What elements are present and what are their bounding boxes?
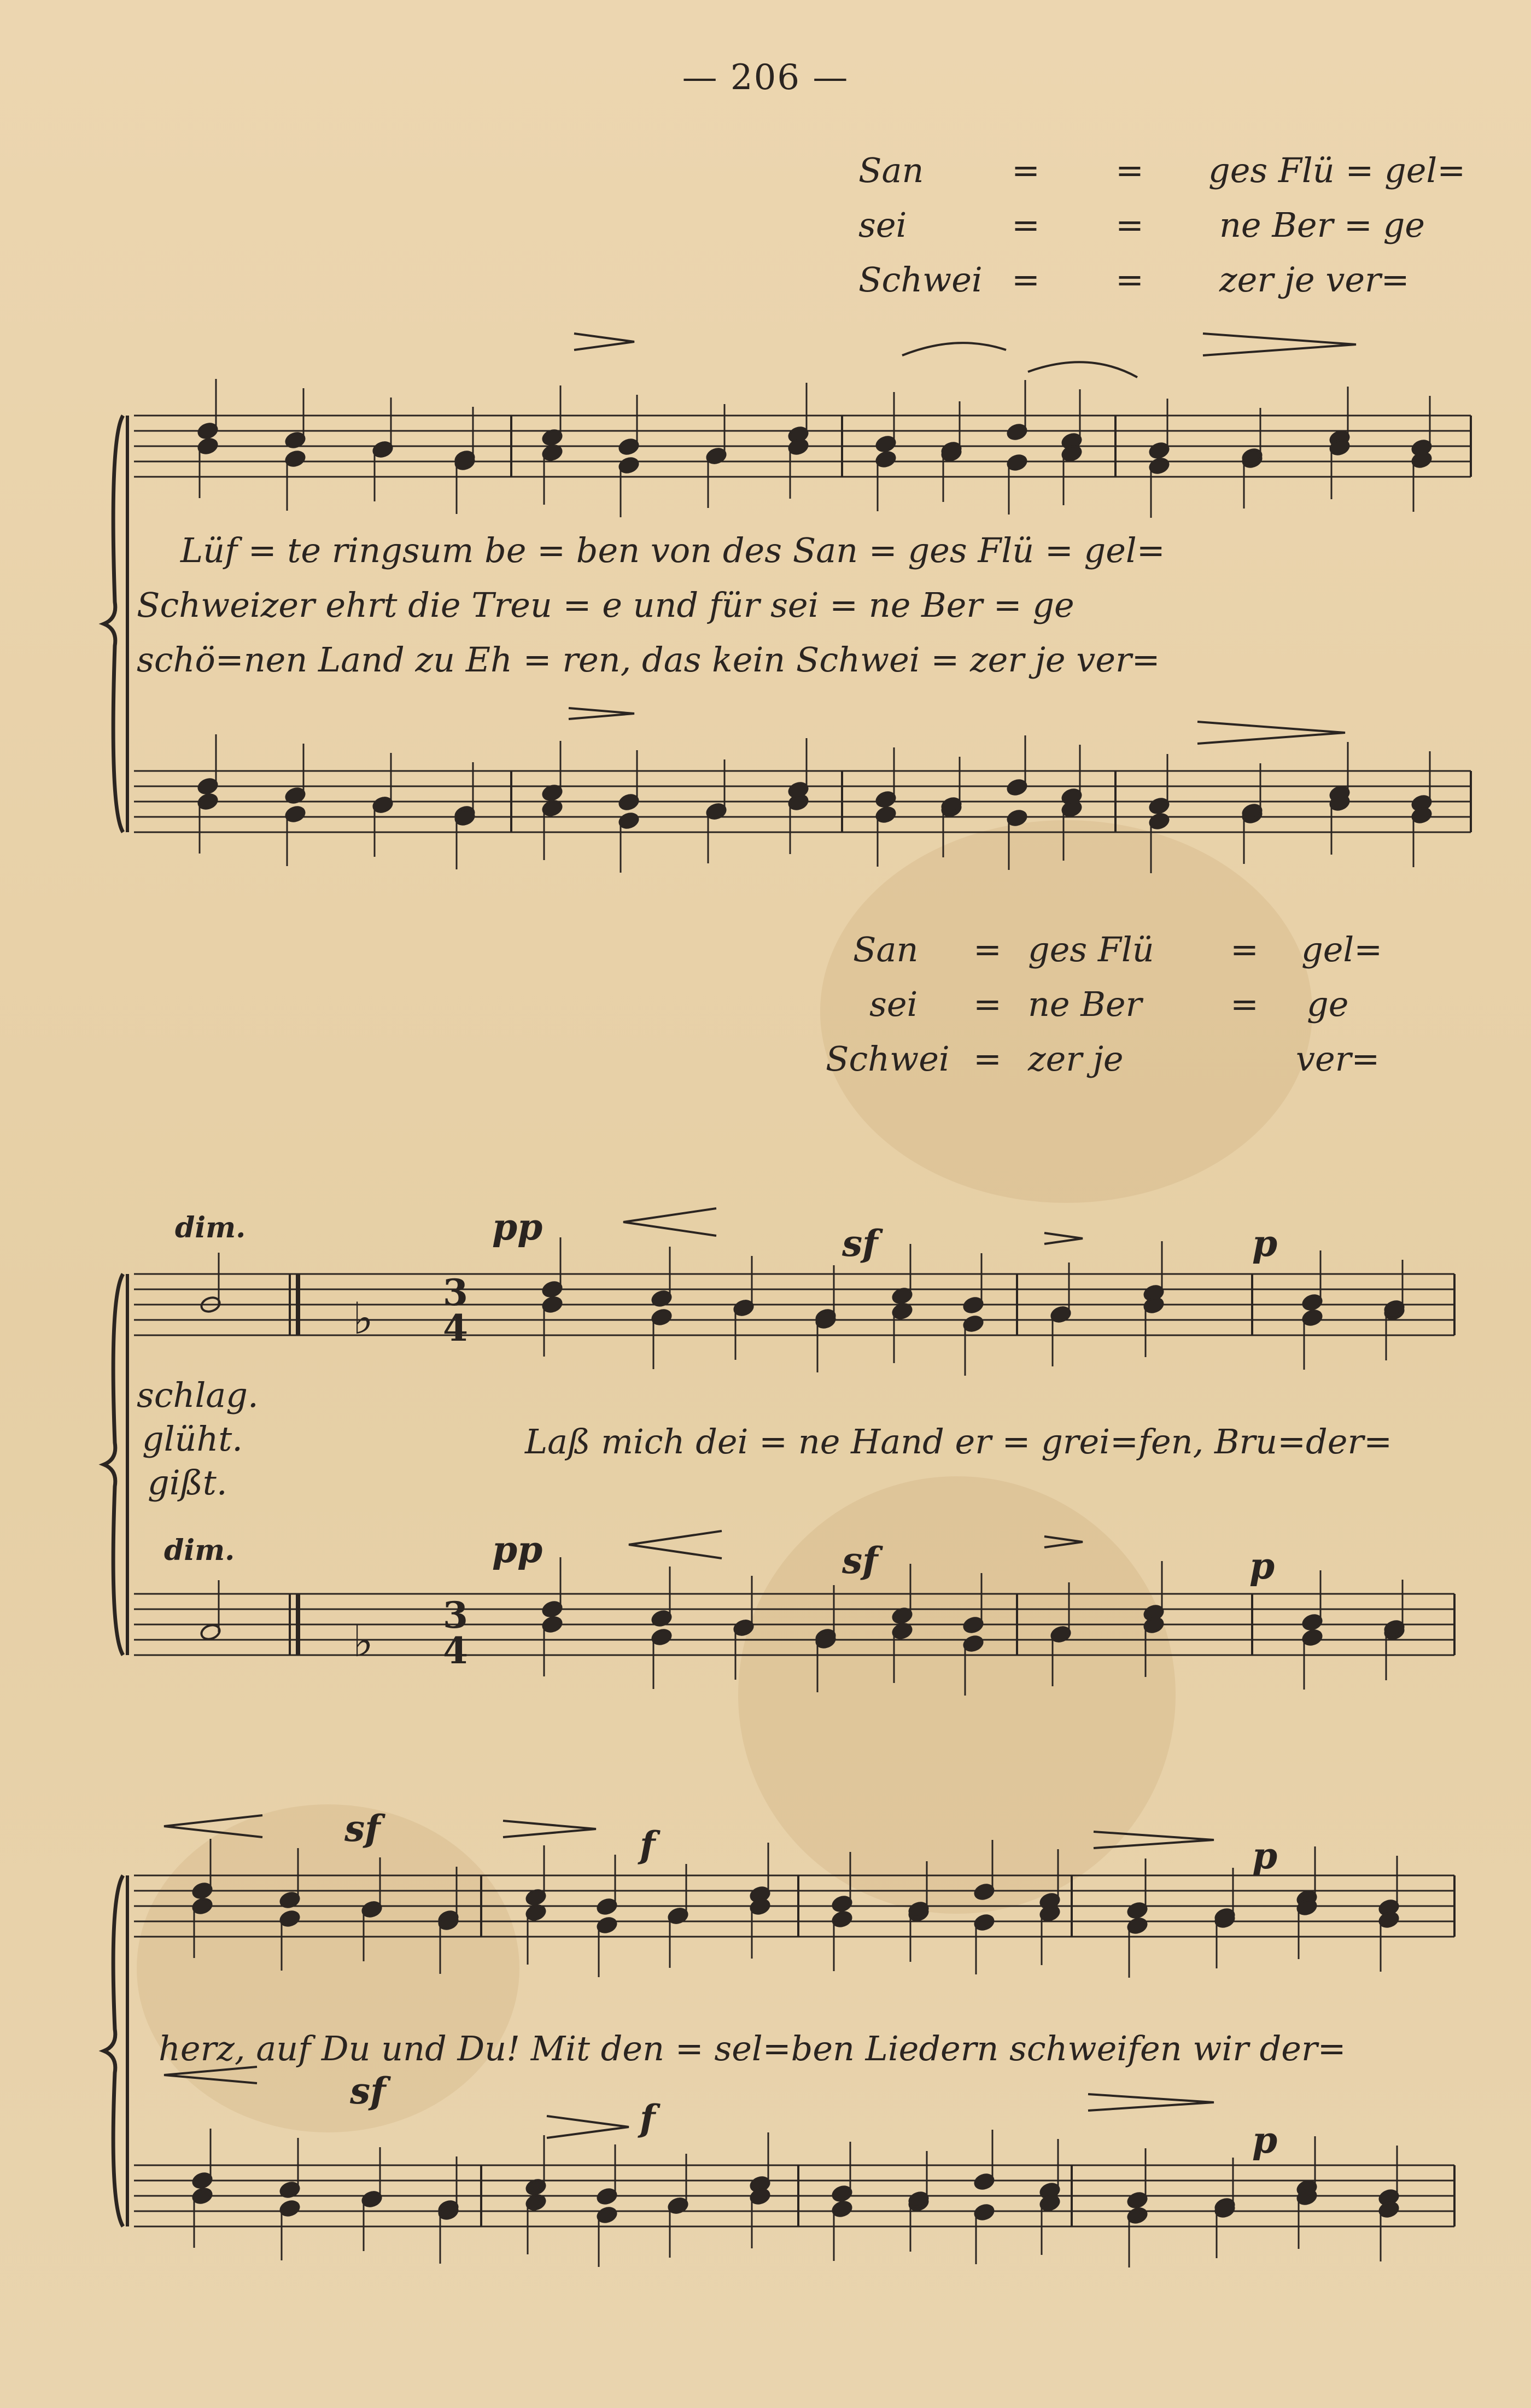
accent [569, 708, 634, 719]
slur [902, 343, 1006, 355]
decrescendo-hairpin [1197, 722, 1345, 744]
sf-marking: sf [344, 1807, 381, 1850]
sf-marking: sf [842, 1222, 878, 1265]
lyric-word: Schwei [826, 1039, 950, 1079]
decrescendo-hairpin [503, 1821, 596, 1837]
lyric-word: ges Flü [1028, 930, 1154, 969]
lyric-word: = [1230, 984, 1259, 1024]
tie [1028, 362, 1137, 377]
verse-end: gißt. [148, 1463, 227, 1503]
pp-marking: pp [492, 1528, 543, 1571]
lyric-word: Schwei [858, 260, 983, 300]
accent [1044, 1536, 1083, 1547]
lyric-word: zer je [1028, 1039, 1124, 1079]
crescendo-hairpin [629, 1531, 722, 1558]
lyric-word: = [1230, 930, 1259, 969]
lyric-line: Lüf = te ringsum be = ben von des San = ges Flü = gel= [180, 530, 1165, 570]
dim-marking: dim. [164, 1534, 235, 1567]
decrescendo-hairpin [547, 2116, 629, 2138]
brace [104, 1875, 123, 2226]
lyric-line: Schweizer ehrt die Treu = e und für sei = ne Ber = ge [137, 585, 1074, 625]
time-signature-top: 3 [443, 1594, 468, 1636]
crescendo-hairpin [164, 2067, 257, 2083]
time-signature-top: 3 [443, 1271, 468, 1314]
pp-marking: pp [492, 1206, 543, 1248]
decrescendo-hairpin [1203, 334, 1356, 355]
accent [574, 334, 634, 350]
lyric-word: = [1012, 150, 1040, 190]
lyric-word: zer je ver= [1219, 260, 1410, 300]
brace [104, 1274, 123, 1655]
decrescendo-hairpin [1094, 1832, 1214, 1848]
crescendo-hairpin [623, 1208, 716, 1236]
sf-marking: sf [350, 2070, 386, 2112]
lyric-line: Laß mich dei = ne Hand er = grei=fen, Bru=der= [525, 1422, 1393, 1462]
lyric-word: San [858, 150, 924, 190]
decrescendo-hairpin [1088, 2094, 1214, 2111]
lyric-line: schö=nen Land zu Eh = ren, das kein Schwei = zer je ver= [137, 640, 1160, 680]
flat-key-signature: ♭ [353, 1293, 373, 1344]
page-number: — 206 — [682, 57, 849, 98]
lyric-word: sei [858, 205, 907, 245]
dim-marking: dim. [175, 1211, 246, 1244]
f-marking: f [640, 1823, 656, 1866]
p-marking: p [1252, 2119, 1278, 2161]
lyric-word: = [973, 930, 1002, 969]
lyric-word: sei [869, 984, 918, 1024]
lyric-word: ne Ber [1028, 984, 1142, 1024]
lyric-word: = [1115, 150, 1144, 190]
lyric-word: ne Ber = ge [1219, 205, 1425, 245]
verse-end: schlag. [137, 1375, 259, 1415]
lyric-word: San [853, 930, 919, 969]
crescendo-hairpin [164, 1815, 262, 1837]
lyric-word: gel= [1301, 930, 1383, 969]
time-signature-bottom: 4 [443, 1629, 468, 1672]
accent [1044, 1233, 1083, 1244]
p-marking: p [1252, 1834, 1278, 1877]
lyric-word: = [1012, 260, 1040, 300]
f-marking: f [640, 2097, 656, 2140]
verse-end: glüht. [142, 1419, 243, 1459]
lyric-word: = [973, 984, 1002, 1024]
lyric-word: = [1115, 205, 1144, 245]
flat-key-signature: ♭ [353, 1616, 373, 1667]
lyric-word: ver= [1296, 1039, 1380, 1079]
p-marking: p [1249, 1545, 1275, 1587]
brace [104, 416, 123, 832]
lyric-word: = [1012, 205, 1040, 245]
lyric-line: herz, auf Du und Du! Mit den = sel=ben Liedern schweifen wir der= [159, 2029, 1346, 2068]
lyric-word: = [1115, 260, 1144, 300]
lyric-word: ge [1307, 984, 1349, 1024]
lyric-word: ges Flü = gel= [1208, 150, 1466, 190]
p-marking: p [1252, 1222, 1278, 1265]
time-signature-bottom: 4 [443, 1307, 468, 1349]
lyric-word: = [973, 1039, 1002, 1079]
sf-marking: sf [842, 1539, 878, 1582]
